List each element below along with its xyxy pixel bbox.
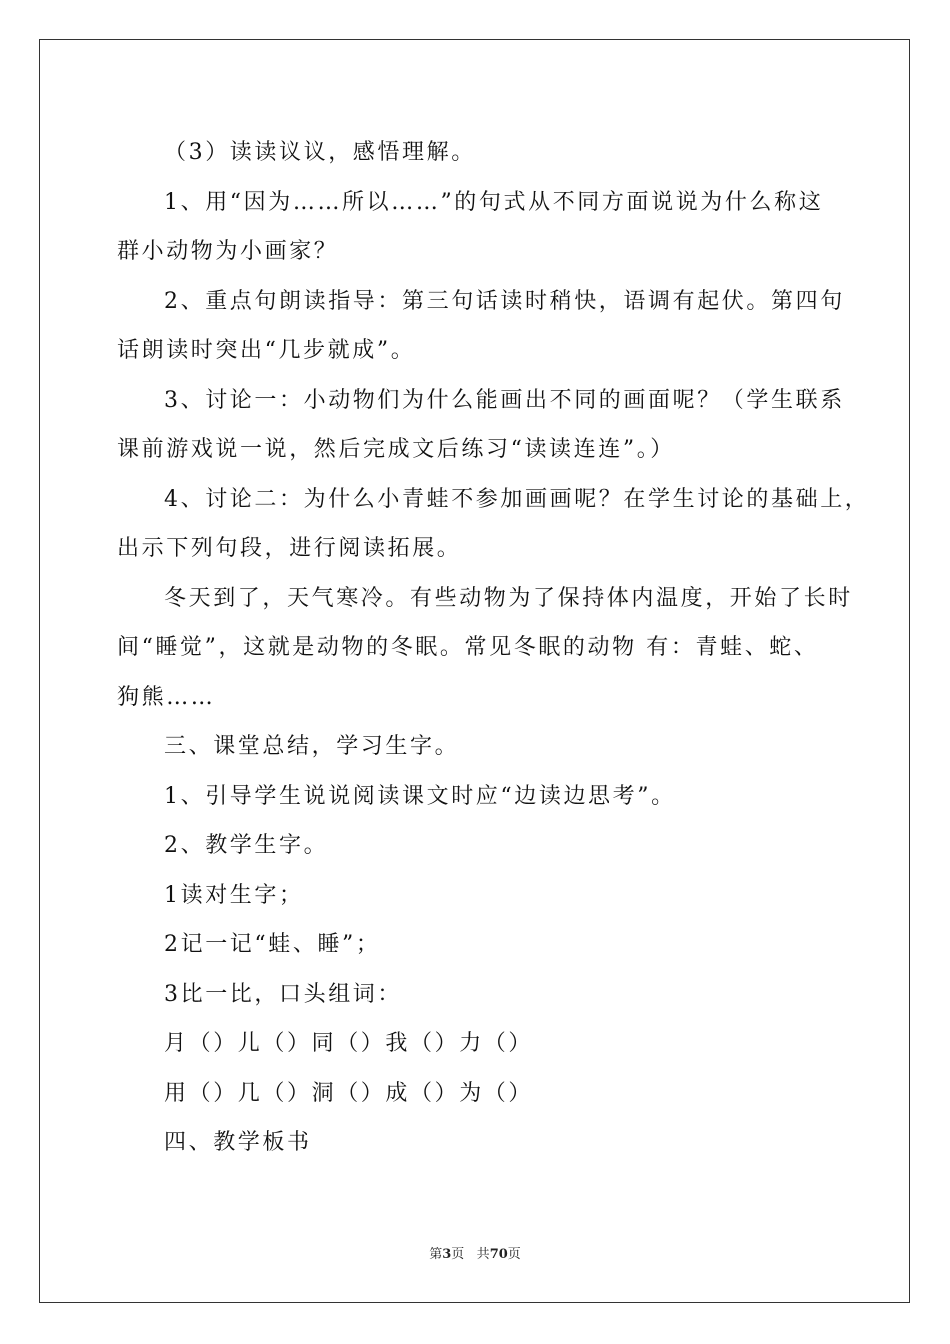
paragraph-line: 出示下列句段，进行阅读拓展。	[117, 536, 462, 561]
paragraph-line: 2记一记“蛙、睡”；	[164, 932, 381, 957]
paragraph-line: 1、用“因为……所以……”的句式从不同方面说说为什么称这	[164, 189, 824, 215]
paragraph-line: 间“睡觉”，这就是动物的冬眠。常见冬眠的动物 有：青蛙、蛇、	[117, 635, 819, 660]
section-heading: 三、课堂总结，学习生字。	[164, 734, 460, 759]
paragraph-line: 2、教学生字。	[164, 833, 329, 858]
paragraph-line: 话朗读时突出“几步就成”。	[117, 338, 416, 363]
paragraph-line: 2、重点句朗读指导：第三句话读时稍快，语调有起伏。第四句	[164, 288, 845, 314]
total-label-prefix: 共	[476, 1247, 490, 1262]
total-pages: 70	[489, 1247, 508, 1262]
section-heading: 四、教学板书	[164, 1130, 312, 1155]
paragraph-line: （3）读读议议，感悟理解。	[164, 140, 476, 165]
paragraph-line: 3比一比，口头组词：	[164, 981, 402, 1007]
paragraph-line: 群小动物为小画家？	[117, 239, 339, 264]
paragraph-line: 1读对生字；	[164, 882, 304, 908]
page-label-prefix: 第	[429, 1247, 443, 1262]
paragraph-line: 冬天到了，天气寒冷。有些动物为了保持体内温度，开始了长时	[164, 585, 853, 611]
paragraph-line: 1、引导学生说说阅读课文时应“边读边思考”。	[164, 783, 676, 809]
paragraph-line: 狗熊……	[117, 684, 216, 710]
page-label-suffix: 页	[451, 1247, 465, 1262]
word-exercise-line: 用（）几（）洞（）成（）为（）	[164, 1080, 534, 1106]
word-exercise-line: 月（）儿（）同（）我（）力（）	[164, 1031, 534, 1056]
page-footer	[0, 1246, 950, 1264]
paragraph-line: 3、讨论一：小动物们为什么能画出不同的画面呢？（学生联系	[164, 387, 845, 413]
page-number: 3	[442, 1247, 452, 1262]
total-label-suffix: 页	[507, 1247, 521, 1262]
paragraph-line: 4、讨论二：为什么小青蛙不参加画画呢？在学生讨论的基础上，	[164, 486, 870, 512]
paragraph-line: 课前游戏说一说，然后完成文后练习“读读连连”。）	[117, 437, 675, 462]
document-body	[117, 128, 870, 1168]
